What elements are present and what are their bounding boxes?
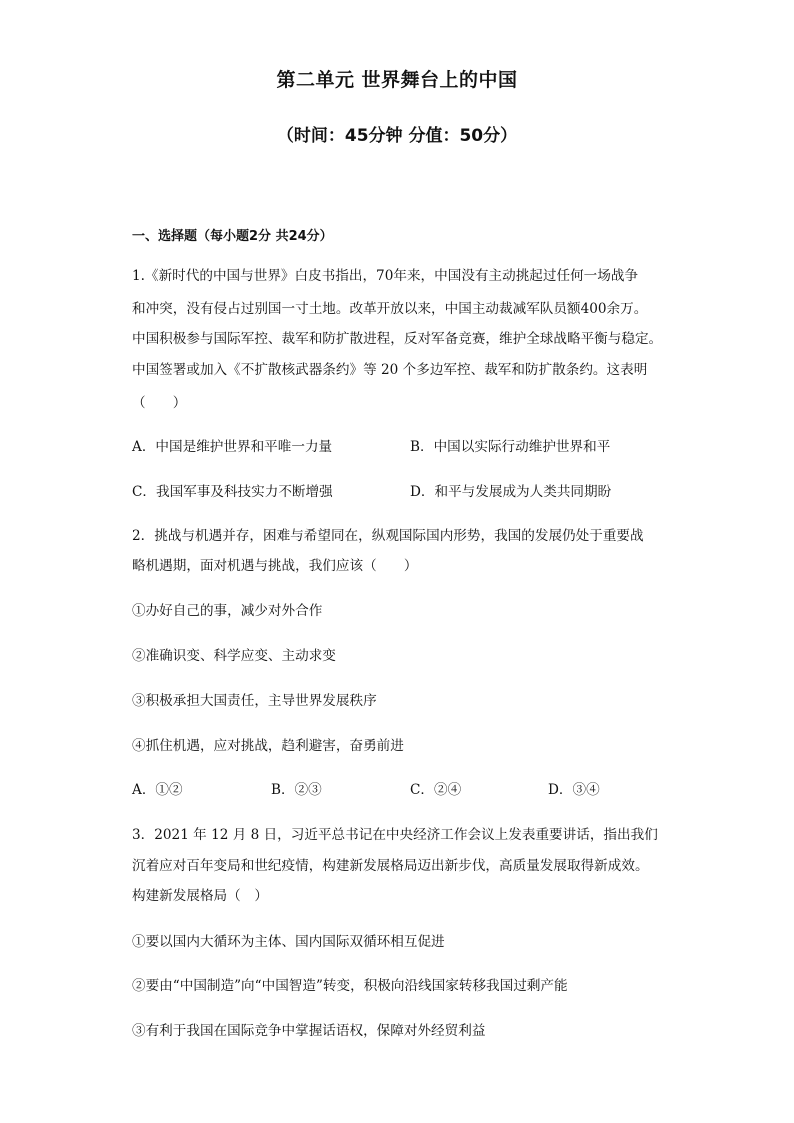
page-title: 第二单元 世界舞台上的中国 — [276, 69, 518, 91]
q2-stem-line-1: 2．挑战与机遇并存，困难与希望同在，纵观国际国内形势，我国的发展仍处于重要战 — [132, 528, 644, 544]
q2-option-b[interactable]: B．②③ — [271, 782, 322, 798]
q1-option-a[interactable]: A．中国是维护世界和平唯一力量 — [132, 439, 333, 455]
q3-stem-line-1: 3．2021 年 12 月 8 日，习近平总书记在中央经济工作会议上发表重要讲话，指出我们 — [132, 827, 658, 843]
q2-statement-4: ④抓住机遇，应对挑战，趋利避害，奋勇前进 — [132, 738, 404, 754]
q2-statement-2: ②准确识变、科学应变、主动求变 — [132, 648, 336, 664]
q2-statement-1: ①办好自己的事，减少对外合作 — [132, 603, 323, 619]
q2-option-d[interactable]: D．③④ — [548, 782, 600, 798]
q3-statement-1: ①要以国内大循环为主体、国内国际双循环相互促进 — [132, 934, 445, 950]
q1-option-d[interactable]: D．和平与发展成为人类共同期盼 — [410, 484, 612, 500]
q3-stem-line-2: 沉着应对百年变局和世纪疫情，构建新发展格局迈出新步伐，高质量发展取得新成效。 — [132, 858, 649, 874]
q1-option-c[interactable]: C．我国军事及科技实力不断增强 — [132, 484, 333, 500]
exam-info: （时间：45分钟 分值：50分） — [276, 126, 518, 146]
q1-stem-line-1: 1.《新时代的中国与世界》白皮书指出，70年来，中国没有主动挑起过任何一场战争 — [132, 268, 639, 284]
q3-stem-line-3: 构建新发展格局（ ） — [132, 888, 268, 904]
q2-stem-line-2: 略机遇期，面对机遇与挑战，我们应该（ ） — [132, 558, 418, 574]
q3-statement-2: ②要由“中国制造”向“中国智造”转变，积极向沿线国家转移我国过剩产能 — [132, 978, 568, 994]
q2-option-c[interactable]: C．②④ — [410, 782, 462, 798]
q2-option-a[interactable]: A．①② — [132, 782, 183, 798]
q2-statement-3: ③积极承担大国责任，主导世界发展秩序 — [132, 693, 377, 709]
q1-stem-line-5: （ ） — [132, 395, 187, 411]
q1-stem-line-2: 和冲突，没有侵占过别国一寸土地。改革开放以来，中国主动裁减军队员额400余万。 — [132, 301, 648, 317]
q1-option-b[interactable]: B．中国以实际行动维护世界和平 — [410, 439, 611, 455]
q1-stem-line-4: 中国签署或加入《不扩散核武器条约》等 20 个多边军控、裁军和防扩散条约。这表明 — [132, 362, 648, 378]
q1-stem-line-3: 中国积极参与国际军控、裁军和防扩散进程，反对军备竞赛，维护全球战略平衡与稳定。 — [132, 331, 663, 347]
section-heading: 一、选择题（每小题2分 共24分） — [132, 229, 333, 244]
q3-statement-3: ③有利于我国在国际竞争中掌握话语权，保障对外经贸利益 — [132, 1023, 486, 1039]
